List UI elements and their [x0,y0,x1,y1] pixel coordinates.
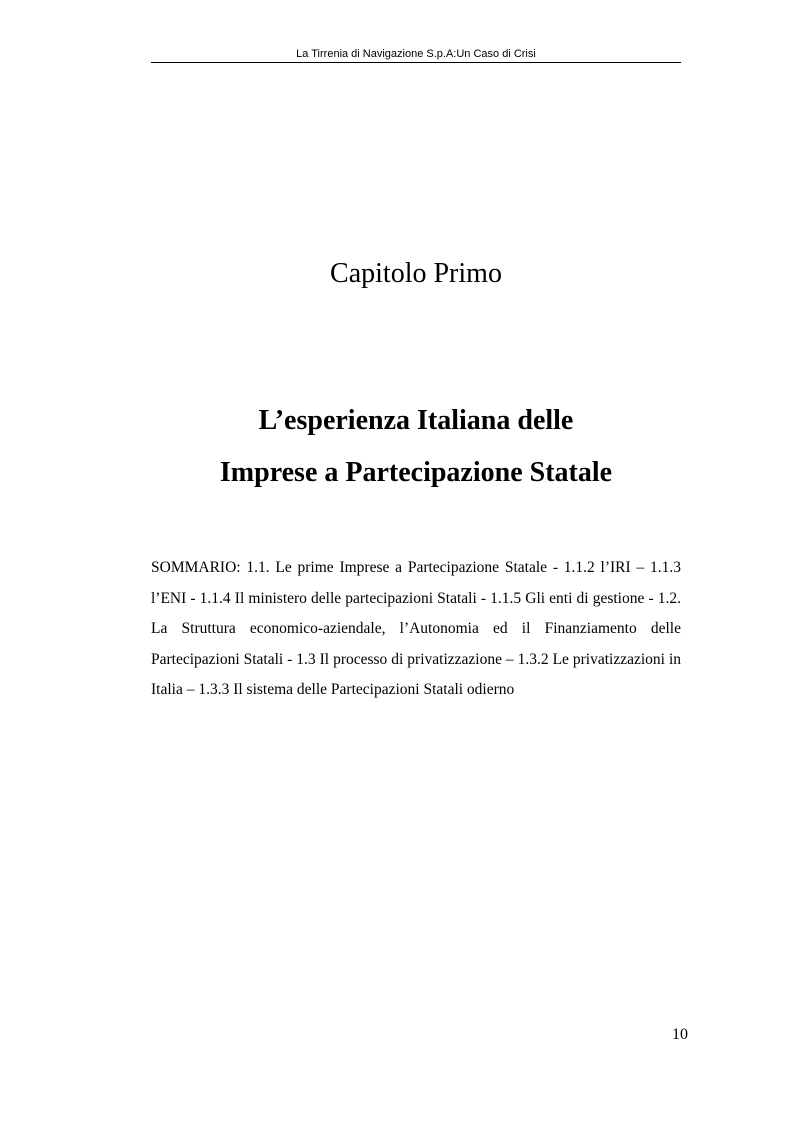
chapter-title-line-2: Imprese a Partecipazione Statale [219,457,613,488]
running-header: La Tirrenia di Navigazione S.p.A:Un Caso di Crisi [151,46,681,63]
page-number: 10 [672,1026,688,1043]
chapter-label: Capitolo Primo [330,258,502,289]
chapter-summary: SOMMARIO: 1.1. Le prime Imprese a Partecipazione Statale - 1.1.2 l’IRI – 1.1.3 l’ENI - 1.1.4 Il ministero delle partecipazioni Statali - 1.1.5 Gli enti di gestione - 1.2. La Struttura economico-aziendale, l’Autonomia ed il Finanziamento delle Partecipazioni Statali - 1.3 Il processo di privatizzazione – 1.3.2 Le privatizzazioni in Italia – 1.3.3 Il sistema delle Partecipazioni Statali odierno [151,559,681,698]
chapter-title [151,395,681,499]
chapter-title-line-1: L’esperienza Italiana delle [258,405,574,436]
